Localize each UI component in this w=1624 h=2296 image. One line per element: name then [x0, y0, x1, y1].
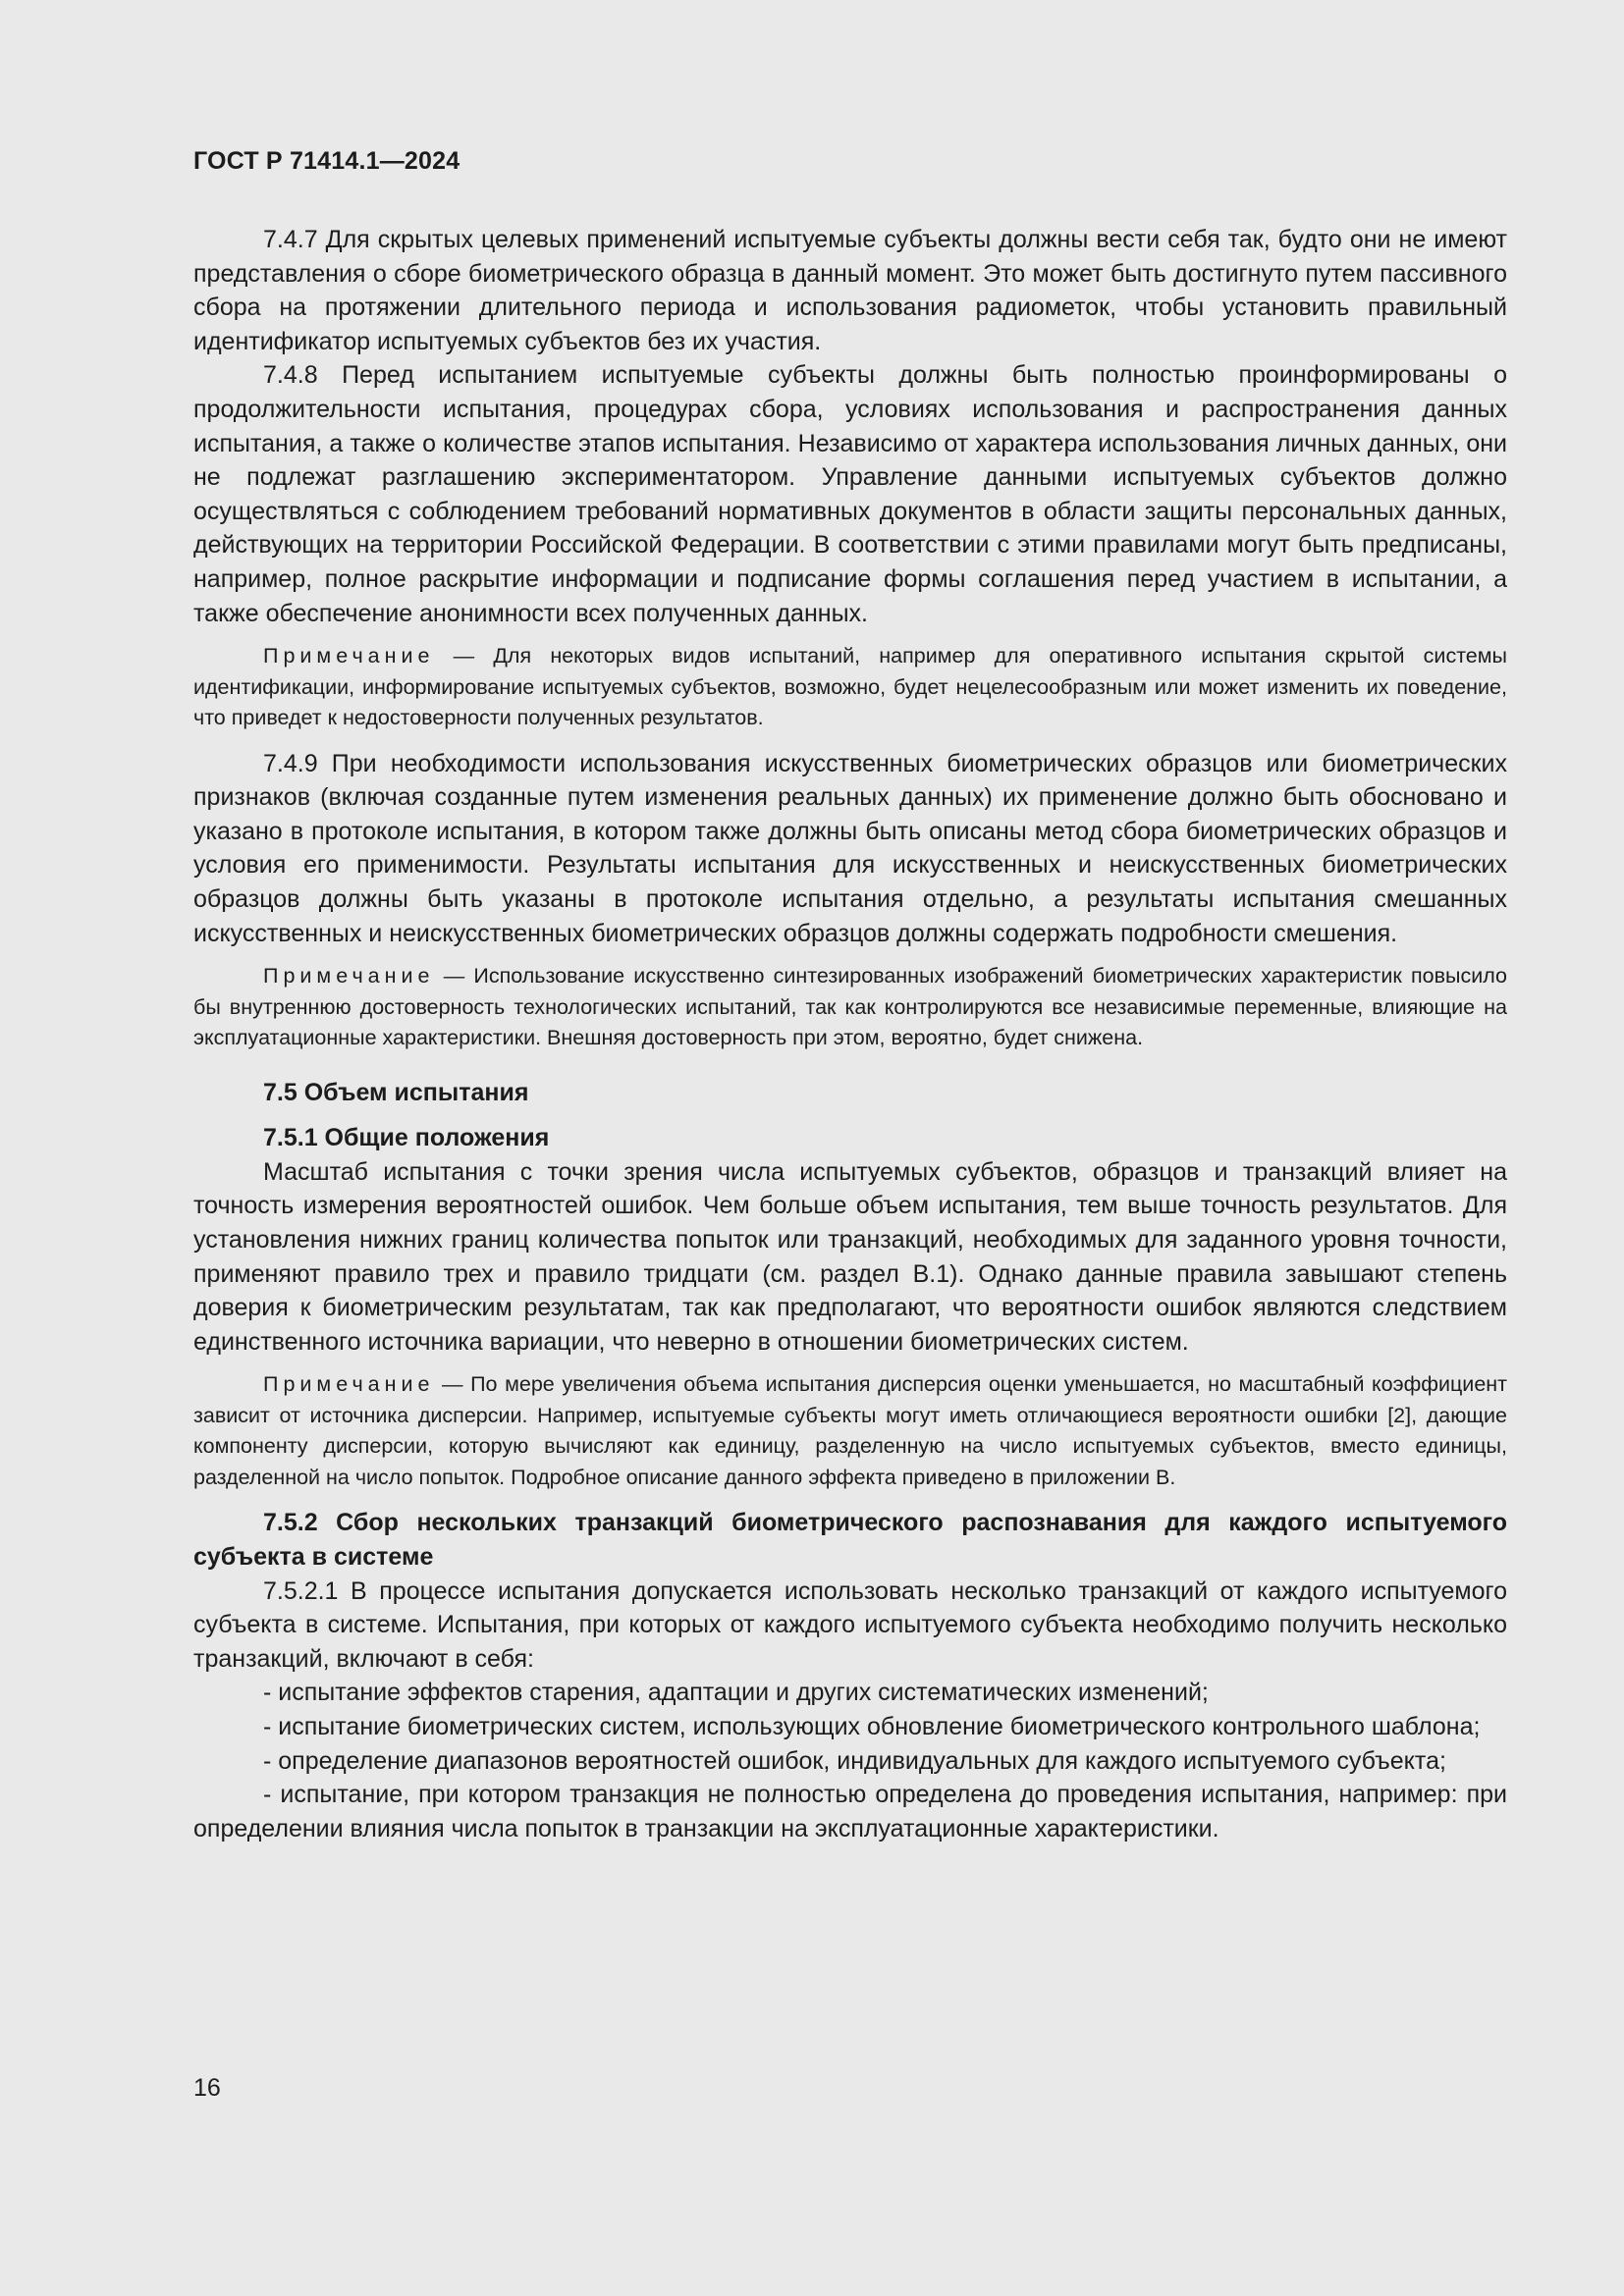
paragraph-7-4-7: 7.4.7 Для скрытых целевых применений испытуемые субъекты должны вести себя так, будто они не имеют представления о сборе биометрического образца в данный момент. Это может быть достигнуто путем пассивного сбора на протяжении длительного периода и использования радиометок, чтобы установить правильный идентификатор испытуемых субъектов без их участия. — [193, 226, 1507, 355]
note-label: Примечание — [263, 964, 435, 988]
note-2-text: — Использование искусственно синтезированных изображений биометрических характеристик повысило бы внутреннюю достоверность технологических испытаний, так как контролируются все независимые переменные, влияющие на эксплуатационные характеристики. Внешняя достоверность при этом, вероятно, будет снижена. — [193, 964, 1507, 1050]
note-label: Примечание — [263, 644, 435, 668]
note-1-text: — Для некоторых видов испытаний, например для оперативного испытания скрытой системы идентификации, информирование испытуемых субъектов, возможно, будет нецелесообразным или может изменить их поведение, что приведет к недостоверности полученных результатов. — [193, 644, 1507, 730]
heading-7-5-2: 7.5.2 Сбор нескольких транзакций биометрического распознавания для каждого испытуемого субъекта в системе — [193, 1509, 1507, 1572]
heading-7-5-1: 7.5.1 Общие положения — [263, 1124, 550, 1152]
note-1 — [193, 641, 1507, 734]
list-item: - испытание, при котором транзакция не полностью определена до проведения испытания, например: при определении влияния числа попыток в транзакции на эксплуатационные характеристики. — [193, 1781, 1507, 1842]
note-2 — [193, 961, 1507, 1054]
page-number: 16 — [193, 2074, 221, 2102]
paragraph-7-4-8: 7.4.8 Перед испытанием испытуемые субъекты должны быть полностью проинформированы о продолжительности испытания, процедурах сбора, условиях использования и распространения данных испытания, а также о количестве этапов испытания. Независимо от характера использования личных данных, они не подлежат разглашению экспериментатором. Управление данными испытуемых субъектов должно осуществляться с соблюдением требований нормативных документов в области защиты персональных данных, действующих на территории Российской Федерации. В соответствии с этими правилами могут быть предписаны, например, полное раскрытие информации и подписание формы соглашения перед участием в испытании, а также обеспечение анонимности всех полученных данных. — [193, 361, 1507, 627]
list-item: - определение диапазонов вероятностей ошибок, индивидуальных для каждого испытуемого субъекта; — [263, 1746, 1446, 1775]
note-3 — [193, 1369, 1507, 1493]
paragraph-7-4-9: 7.4.9 При необходимости использования искусственных биометрических образцов или биометрических признаков (включая созданные путем изменения реальных данных) их применение должно быть обосновано и указано в протоколе испытания, в котором также должны быть описаны метод сбора биометрических образцов и условия его применимости. Результаты испытания для искусственных и неискусственных биометрических образцов должны быть указаны в протоколе испытания отдельно, а результаты испытания смешанных искусственных и неискусственных биометрических образцов должны содержать подробности смешения. — [193, 749, 1507, 947]
heading-7-5: 7.5 Объем испытания — [263, 1078, 529, 1106]
paragraph-7-5-1: Масштаб испытания с точки зрения числа испытуемых субъектов, образцов и транзакций влияет на точность измерения вероятностей ошибок. Чем больше объем испытания, тем выше точность результатов. Для установления нижних границ количества попыток или транзакций, необходимых для заданного уровня точности, применяют правило трех и правило тридцати (см. раздел В.1). Однако данные правила завышают степень доверия к биометрическим результатам, так как предполагают, что вероятности ошибок являются следствием единственного источника вариации, что неверно в отношении биометрических систем. — [193, 1157, 1507, 1356]
paragraph-7-5-2-1: 7.5.2.1 В процессе испытания допускается использовать несколько транзакций от каждого испытуемого субъекта в системе. Испытания, при которых от каждого испытуемого субъекта необходимо получить несколько транзакций, включают в себя: — [193, 1576, 1507, 1673]
list-item: - испытание биометрических систем, использующих обновление биометрического контрольного шаблона; — [263, 1713, 1481, 1740]
document-header: ГОСТ Р 71414.1—2024 — [193, 147, 460, 175]
document-body — [193, 223, 1507, 1845]
note-3-text: — По мере увеличения объема испытания дисперсия оценки уменьшается, но масштабный коэффициент зависит от источника дисперсии. Например, испытуемые субъекты могут иметь отличающиеся вероятности ошибки [2], дающие компоненту дисперсии, которую вычисляют как единицу, разделенную на число испытуемых субъектов, вместо единицы, разделенной на число попыток. Подробное описание данного эффекта приведено в приложении В. — [193, 1372, 1507, 1489]
list-item: - испытание эффектов старения, адаптации и других систематических изменений; — [263, 1679, 1209, 1707]
note-label: Примечание — [263, 1372, 435, 1397]
